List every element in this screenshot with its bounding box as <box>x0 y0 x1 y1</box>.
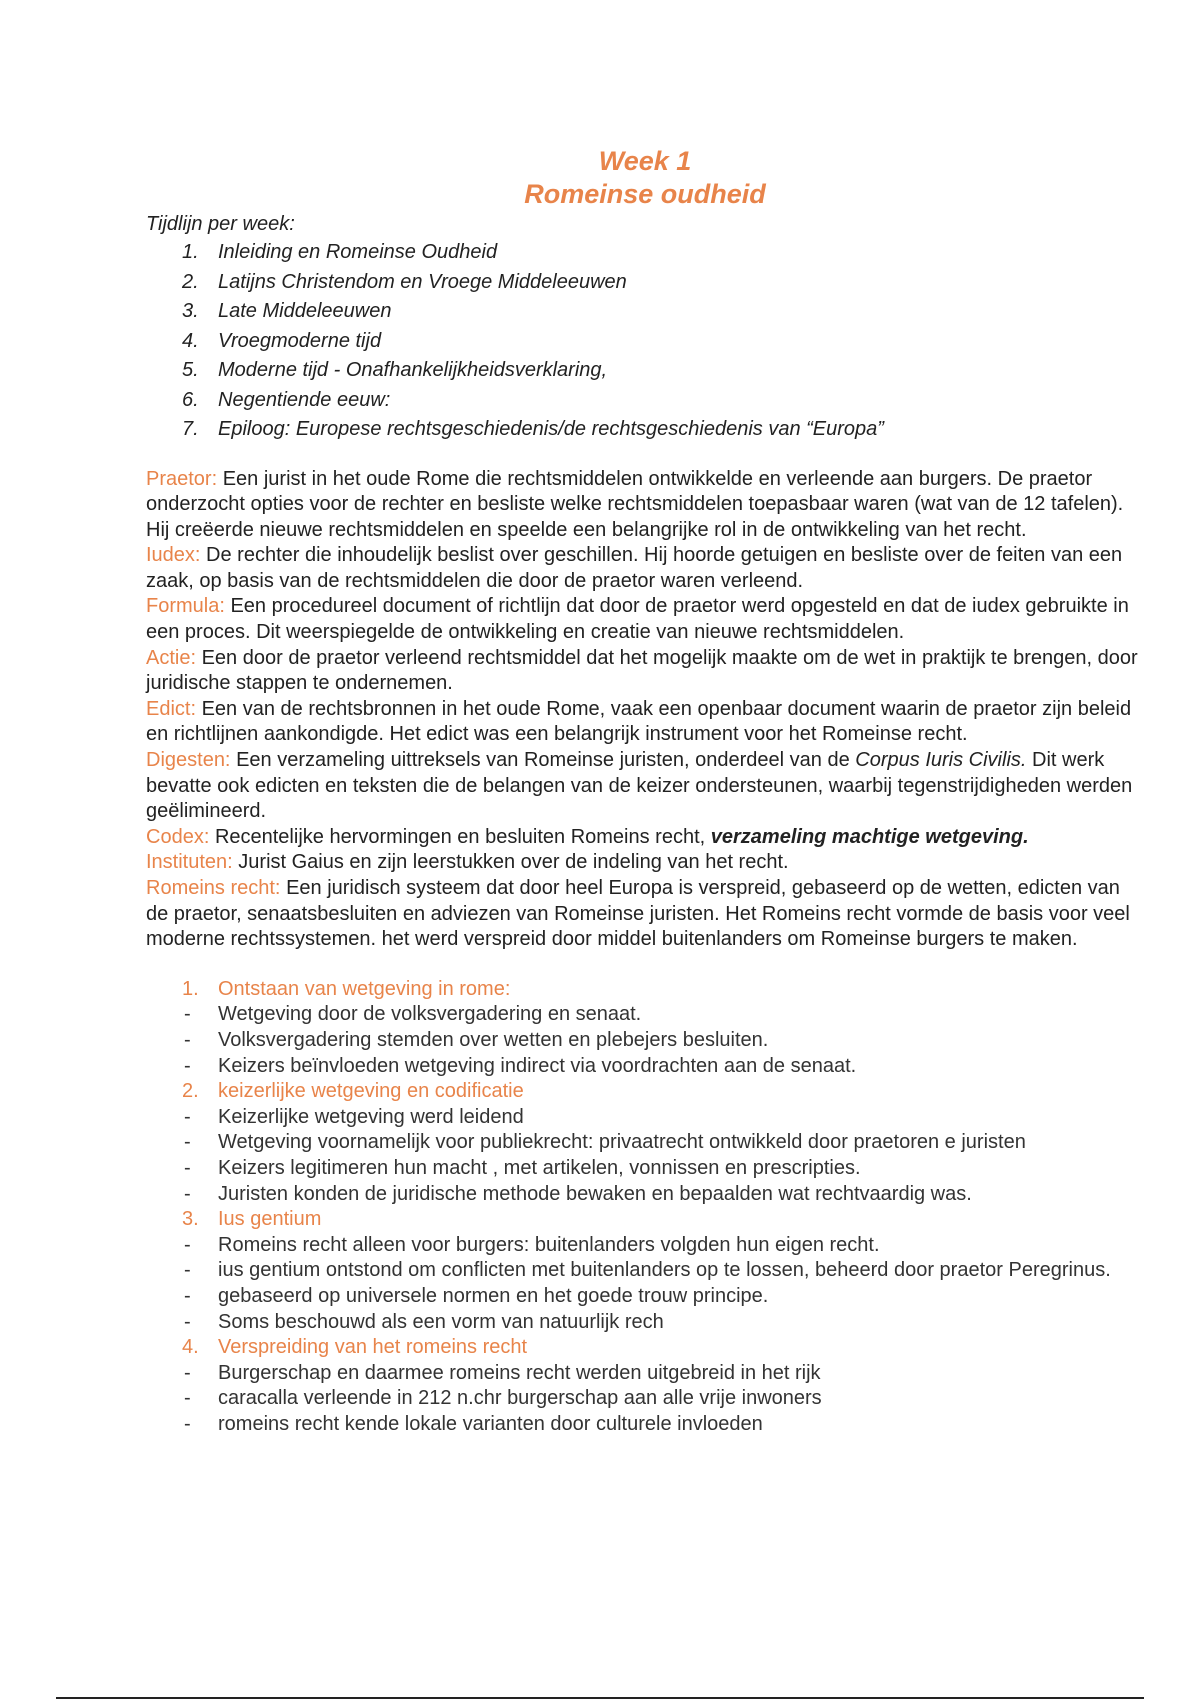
list-item: - Wetgeving voornamelijk voor publiekrecht: privaatrecht ontwikkeld door praetoren e juristen <box>184 1131 1026 1154</box>
definition-iudex: Iudex: De rechter die inhoudelijk beslist over geschillen. Hij hoorde getuigen en besliste over de feiten van een zaak, op basis van de rechtsmiddelen die door de praetor waren verleend. <box>146 544 1123 592</box>
term-label: Romeins recht: <box>146 877 281 899</box>
title-block <box>0 145 1200 211</box>
term-label: Formula: <box>146 595 225 618</box>
list-item: - Juristen konden de juridische methode bewaken en bepaalden wat rechtvaardig was. <box>184 1182 972 1205</box>
list-item: 5. Moderne tijd - Onafhankelijkheidsverklaring, <box>182 359 608 381</box>
list-item: - Burgerschap en daarmee romeins recht werden uitgebreid in het rijk <box>184 1361 821 1384</box>
section-heading: 1. Ontstaan van wetgeving in rome: <box>182 977 511 1000</box>
definition-digesten: Digesten: Een verzameling uittreksels van Romeinse juristen, onderdeel van de Corpus Iuris Civilis. Dit werk bevatte ook edicten en teksten die de belangen van de keizer ondersteunen, waarbij tegenstrijdigheden werden geëlimineerd. <box>146 749 1133 823</box>
term-label: Praetor: <box>146 467 218 490</box>
list-item: 3. Late Middeleeuwen <box>182 300 392 322</box>
term-label: Digesten: <box>146 749 231 772</box>
definition-romeins-recht: Romeins recht: Een juridisch systeem dat door heel Europa is verspreid, gebaseerd op de wetten, edicten van de praetor, senaatsbesluiten en adviezen van Romeinse juristen. Het Romeins recht vormde de basis voor veel moderne rechtssystemen. het werd verspreid door middel buitenlanders om Romeinse burgers te maken. <box>146 877 1130 951</box>
list-item: 7. Epiloog: Europese rechtsgeschiedenis/de rechtsgeschiedenis van “Europa” <box>182 418 884 440</box>
definition-codex: Codex: Recentelijke hervormingen en besluiten Romeins recht, verzameling machtige wetgeving. <box>146 825 1029 848</box>
definition-edict: Edict: Een van de rechtsbronnen in het oude Rome, vaak een openbaar document waarin de praetor zijn beleid en richtlijnen aankondigde. Het edict was een belangrijk instrument voor het Romeinse recht. <box>146 697 1132 746</box>
definitions <box>146 467 1146 953</box>
definition-actie: Actie: Een door de praetor verleend rechtsmiddel dat het mogelijk maakte om de wet in praktijk te brengen, door juridische stappen te ondernemen. <box>146 646 1138 695</box>
definition-praetor: Praetor: Een jurist in het oude Rome die rechtsmiddelen ontwikkelde en verleende aan burgers. De praetor onderzocht opties voor de rechter en besliste welke rechtsmiddelen toepasbaar waren (wat van de 12 tafelen). Hij creëerde nieuwe rechtsmiddelen en speelde een belangrijke rol in de ontwikkeling van het recht. <box>146 467 1124 541</box>
list-item: - Keizerlijke wetgeving werd leidend <box>184 1105 524 1128</box>
list-item: - Keizers beïnvloeden wetgeving indirect via voordrachten aan de senaat. <box>184 1054 857 1077</box>
list-item: 2. Latijns Christendom en Vroege Middeleeuwen <box>182 270 627 293</box>
section-heading: 2. keizerlijke wetgeving en codificatie <box>182 1080 524 1103</box>
timeline-list <box>146 238 1146 445</box>
list-item: - Keizers legitimeren hun macht , met artikelen, vonnissen en prescripties. <box>184 1156 861 1179</box>
page-title: Week 1 <box>598 146 692 176</box>
term-label: Actie: <box>146 646 197 669</box>
definition-formula: Formula: Een procedureel document of richtlijn dat door de praetor werd opgesteld en dat de iudex gebruikte in een proces. Dit weerspiegelde de ontwikkeling en creatie van nieuwe rechtsmiddelen. <box>146 595 1129 644</box>
term-label: Codex: <box>146 825 210 848</box>
list-item: - Volksvergadering stemden over wetten en plebejers besluiten. <box>184 1028 769 1051</box>
list-item: - Soms beschouwd als een vorm van natuurlijk rech <box>184 1310 664 1333</box>
list-item: - romeins recht kende lokale varianten door culturele invloeden <box>184 1412 763 1435</box>
page-divider <box>56 1697 1144 1699</box>
list-item: - caracalla verleende in 212 n.chr burgerschap aan alle vrije inwoners <box>184 1387 822 1410</box>
term-label: Instituten: <box>146 851 233 874</box>
list-item: - Romeins recht alleen voor burgers: buitenlanders volgden hun eigen recht. <box>184 1233 880 1256</box>
list-item: 4. Vroegmoderne tijd <box>182 329 382 352</box>
list-item: - gebaseerd op universele normen en het goede trouw principe. <box>184 1284 769 1307</box>
term-label: Edict: <box>146 697 197 720</box>
sections <box>146 977 1146 1438</box>
list-item: - Wetgeving door de volksvergadering en senaat. <box>184 1003 642 1026</box>
list-item: 1. Inleiding en Romeinse Oudheid <box>182 241 498 263</box>
list-item: 6. Negentiende eeuw: <box>182 388 391 411</box>
definition-instituten: Instituten: Jurist Gaius en zijn leerstukken over de indeling van het recht. <box>146 851 789 874</box>
section-heading: 4. Verspreiding van het romeins recht <box>182 1336 528 1359</box>
page-subtitle: Romeinse oudheid <box>524 179 766 209</box>
timeline-intro: Tijdlijn per week: <box>146 213 295 235</box>
list-item: - ius gentium ontstond om conflicten met buitenlanders op te lossen, beheerd door praetor Peregrinus. <box>184 1259 1111 1282</box>
term-label: Iudex: <box>146 544 201 567</box>
content <box>146 210 1146 1437</box>
section-heading: 3. Ius gentium <box>182 1208 322 1231</box>
